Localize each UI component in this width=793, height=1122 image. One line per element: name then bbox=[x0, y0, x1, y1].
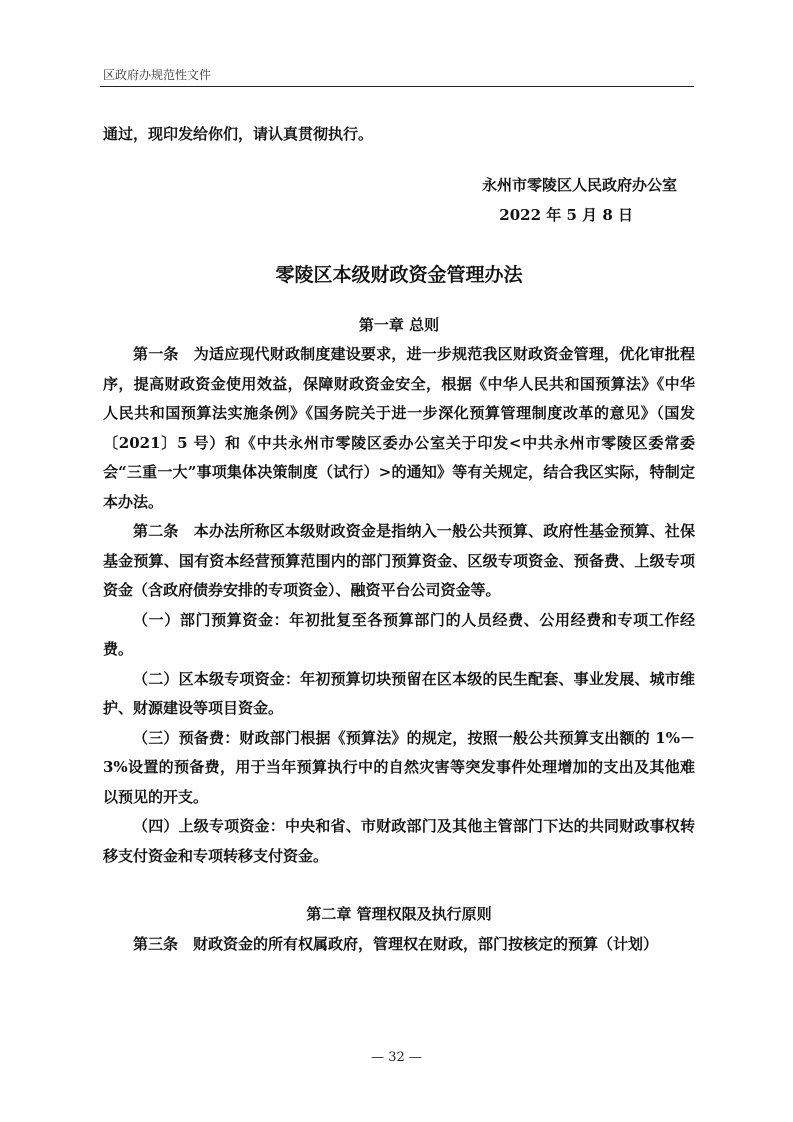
section-gap bbox=[103, 871, 695, 900]
running-header: 区政府办规范性文件 bbox=[103, 68, 212, 82]
header-rule bbox=[100, 86, 694, 87]
signature-block bbox=[103, 170, 695, 230]
article-1: 第一条 为适应现代财政制度建设要求，进一步规范我区财政资金管理，优化审批程序，提高财政资金使用效益，保障财政资金安全，根据《中华人民共和国预算法》《中华人民共和国预算法实施条例》《国务院关于进一步深化预算管理制度改革的意见》（国发〔2021〕5 号）和《中共永州市零陵区委办公室关于印发<中共永州市零陵区委常委会“三重一大”事项集体决策制度（试行）>的通知》等有关规定，结合我区实际，特制定本办法。 bbox=[103, 345, 695, 511]
document-title: 零陵区本级财政资金管理办法 bbox=[275, 263, 523, 286]
issuing-office: 永州市零陵区人民政府办公室 bbox=[481, 175, 677, 194]
article-2-item-3: （三）预备费：财政部门根据《预算法》的规定，按照一般公共预算支出额的 1%－3%设置的预备费，用于当年预算执行中的自然灾害等突发事件处理增加的支出及其他难以预见的开支。 bbox=[103, 728, 695, 806]
article-3: 第三条 财政资金的所有权属政府，管理权在财政，部门按核定的预算（计划） bbox=[133, 934, 659, 953]
document-body bbox=[103, 120, 695, 959]
chapter-1-heading: 第一章 总则 bbox=[358, 315, 440, 334]
closing-sentence: 通过，现印发给你们，请认真贯彻执行。 bbox=[103, 125, 374, 143]
article-2-item-2: （二）区本级专项资金：年初预算切块预留在区本级的民生配套、事业发展、城市维护、财源建设等项目资金。 bbox=[103, 669, 695, 717]
article-2: 第二条 本办法所称区本级财政资金是指纳入一般公共预算、政府性基金预算、社保基金预算、国有资本经营预算范围内的部门预算资金、区级专项资金、预备费、上级专项资金（含政府债券安排的专项资金）、融资平台公司资金等。 bbox=[103, 522, 695, 599]
issue-date: 2022 年 5 月 8 日 bbox=[499, 205, 633, 224]
article-2-item-4: （四）上级专项资金：中央和省、市财政部门及其他主管部门下达的共同财政事权转移支付资金和专项转移支付资金。 bbox=[103, 817, 695, 865]
page-number: — 32 — bbox=[371, 1050, 422, 1065]
chapter-2-heading: 第二章 管理权限及执行原则 bbox=[306, 905, 492, 923]
article-2-item-1: （一）部门预算资金：年初批复至各预算部门的人员经费、公用经费和专项工作经费。 bbox=[103, 610, 695, 658]
